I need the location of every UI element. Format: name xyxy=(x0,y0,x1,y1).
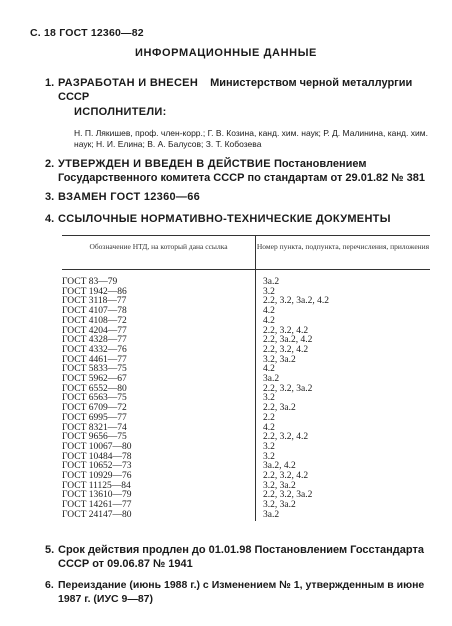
table-cell-document: ГОСТ 83—79 xyxy=(62,277,118,287)
table-header-clause: Номер пункта, подпункта, перечисления, приложения xyxy=(256,242,430,251)
table-cell-clause: 3.2 xyxy=(263,393,275,404)
table-cell-clause: 2.2 xyxy=(263,412,275,423)
table-cell-document: ГОСТ 1942—86 xyxy=(62,286,127,297)
table-cell-clause: 2.2, 3а.2 xyxy=(263,403,296,414)
table-cell-document: ГОСТ 13610—79 xyxy=(62,490,132,501)
references-table xyxy=(62,235,430,521)
table-cell-document: ГОСТ 24147—80 xyxy=(62,509,132,520)
executors-label: ИСПОЛНИТЕЛИ: xyxy=(74,106,167,118)
section-label: ССЫЛОЧНЫЕ НОРМАТИВНО-ТЕХНИЧЕСКИЕ ДОКУМЕНТЫ xyxy=(58,213,391,225)
table-cell-document: ГОСТ 6552—80 xyxy=(62,383,127,394)
table-cell-document: ГОСТ 3118—77 xyxy=(62,296,127,307)
table-cell-clause: 3а.2, 4.2 xyxy=(263,461,296,472)
section-text: Постановлением Государственного комитета СССР по стандартам от 29.01.82 № 381 xyxy=(58,158,425,184)
table-cell-document: ГОСТ 11125—84 xyxy=(62,480,131,491)
table-cell-document: ГОСТ 10067—80 xyxy=(62,441,132,452)
table-cell-clause: 4.2 xyxy=(263,306,275,317)
table-cell-clause: 4.2 xyxy=(263,315,275,326)
section-text: Срок действия продлен до 01.01.98 Постановлением Госстандарта СССР от 09.06.87 № 1941 xyxy=(58,544,424,570)
table-cell-document: ГОСТ 6709—72 xyxy=(62,403,127,414)
section-validity xyxy=(45,543,430,571)
page-header: С. 18 ГОСТ 12360—82 xyxy=(30,27,144,39)
section-references xyxy=(45,212,430,226)
table-cell-clause: 2.2, 3.2, 4.2 xyxy=(263,432,309,443)
table-cell-document: ГОСТ 10929—76 xyxy=(62,471,132,482)
section-number: 2. xyxy=(45,158,55,170)
table-cell-clause: 3а.2 xyxy=(263,509,280,520)
table-cell-clause: 2.2, 3.2, 3а.2, 4.2 xyxy=(263,296,329,307)
table-cell-clause: 2.2, 3.2, 4.2 xyxy=(263,344,309,355)
table-column-documents xyxy=(62,278,252,521)
table-cell-document: ГОСТ 10652—73 xyxy=(62,461,132,472)
section-text: Переиздание (июнь 1988 г.) с Изменением № 1, утвержденным в июне 1987 г. (ИУС 9—87) xyxy=(58,579,425,605)
section-number: 5. xyxy=(45,544,55,556)
section-approved xyxy=(45,157,430,185)
table-cell-clause: 3а.2 xyxy=(263,374,280,385)
table-cell-document: ГОСТ 6995—77 xyxy=(62,412,127,423)
table-cell-document: ГОСТ 5833—75 xyxy=(62,364,127,375)
table-column-clauses xyxy=(263,278,430,521)
table-cell-clause: 4.2 xyxy=(263,364,275,375)
table-cell-document: ГОСТ 8321—74 xyxy=(62,422,127,433)
table-cell-clause: 3.2 xyxy=(263,451,275,462)
section-text: Министерством черной металлургии СССР xyxy=(58,77,413,103)
table-cell-clause: 3.2 xyxy=(263,441,275,452)
table-cell-clause: 2.2, 3.2, 4.2 xyxy=(263,325,309,336)
table-column-divider xyxy=(255,235,256,521)
table-cell-document: ГОСТ 9656—75 xyxy=(62,432,127,443)
table-cell-document: ГОСТ 14261—77 xyxy=(62,500,132,511)
table-cell-clause: 3.2 xyxy=(263,286,275,297)
section-reissue xyxy=(45,578,430,606)
table-cell-clause: 2.2, 3.2, 3а.2 xyxy=(263,490,313,501)
table-cell-clause: 2.2, 3а.2, 4.2 xyxy=(263,335,313,346)
section-developed xyxy=(45,76,430,104)
table-cell-clause: 2.2, 3.2, 3а.2 xyxy=(263,383,313,394)
section-label: РАЗРАБОТАН И ВНЕСЕН xyxy=(58,77,199,89)
table-cell-clause: 2.2, 3.2, 4.2 xyxy=(263,471,309,482)
section-number: 3. xyxy=(45,191,55,203)
table-cell-clause: 3а.2 xyxy=(263,277,280,287)
table-cell-document: ГОСТ 4332—76 xyxy=(62,344,127,355)
section-number: 4. xyxy=(45,213,55,225)
table-cell-clause: 3.2, 3а.2 xyxy=(263,500,296,511)
table-cell-document: ГОСТ 10484—78 xyxy=(62,451,132,462)
table-cell-document: ГОСТ 4461—77 xyxy=(62,354,127,365)
table-header-rule xyxy=(62,269,430,270)
table-cell-document: ГОСТ 5962—67 xyxy=(62,374,127,385)
section-number: 1. xyxy=(45,77,55,89)
executors-names: Н. П. Лякишев, проф. член-корр.; Г. В. Козина, канд. хим. наук; Р. Д. Малинина, канд. хим. наук; Н. И. Елина; В. А. Балусов; З. Т. Кобозева xyxy=(74,128,428,149)
section-replaces xyxy=(45,190,430,204)
section-number: 6. xyxy=(45,579,54,591)
page-title: ИНФОРМАЦИОННЫЕ ДАННЫЕ xyxy=(134,47,317,59)
table-cell-document: ГОСТ 4204—77 xyxy=(62,325,127,336)
table-cell-clause: 3.2, 3а.2 xyxy=(263,354,296,365)
table-cell-document: ГОСТ 4328—77 xyxy=(62,335,127,346)
table-cell-clause: 4.2 xyxy=(263,422,275,433)
table-cell-clause: 3.2, 3а.2 xyxy=(263,480,296,491)
table-cell-document: ГОСТ 6563—75 xyxy=(62,393,127,404)
table-cell-document: ГОСТ 4108—72 xyxy=(62,315,127,326)
table-header-document: Обозначение НТД, на который дана ссылка xyxy=(89,242,228,251)
section-label: ВЗАМЕН ГОСТ 12360—66 xyxy=(58,191,201,203)
table-top-rule xyxy=(62,235,430,236)
table-cell-document: ГОСТ 4107—78 xyxy=(62,306,127,317)
section-label: УТВЕРЖДЕН И ВВЕДЕН В ДЕЙСТВИЕ xyxy=(58,158,271,170)
